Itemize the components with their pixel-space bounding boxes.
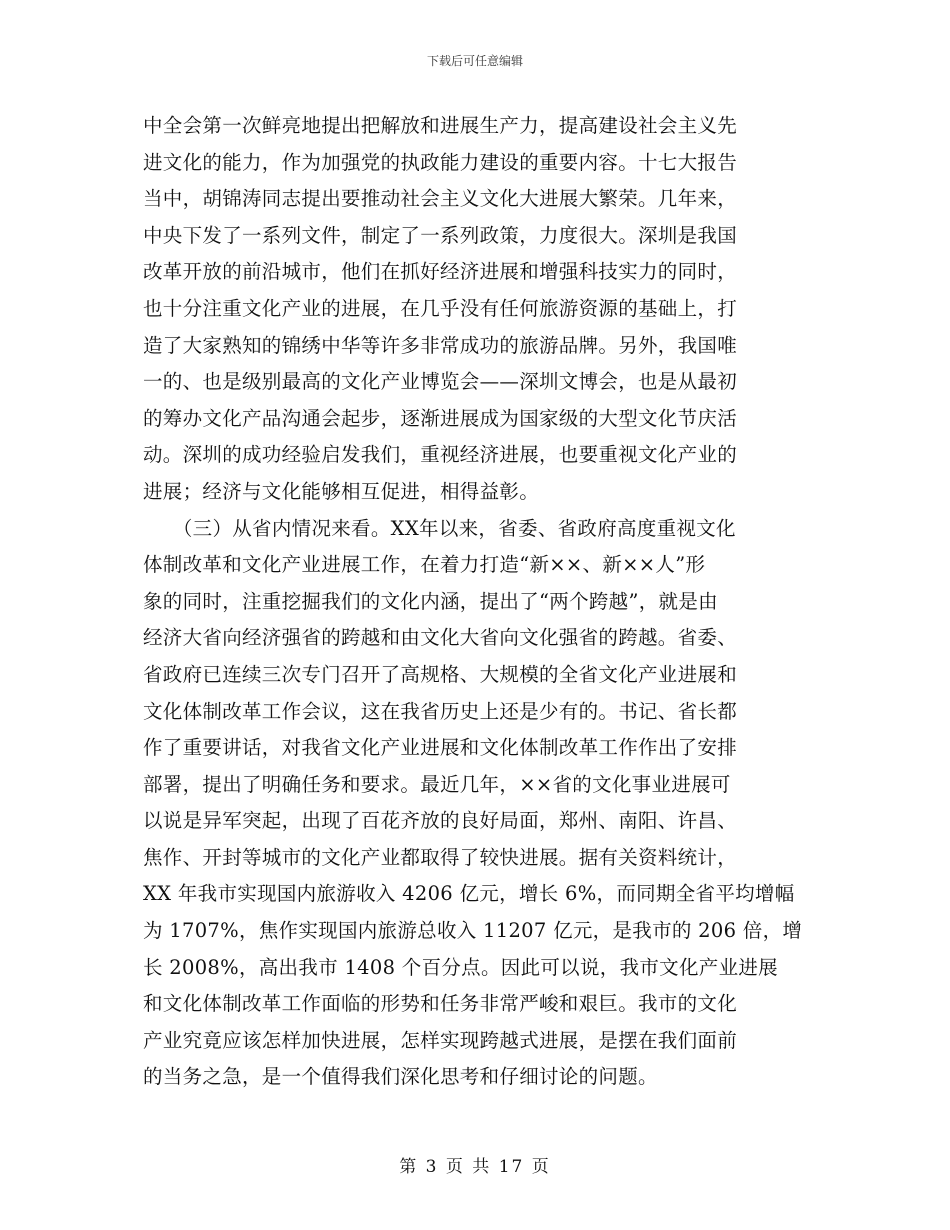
text-line: 改革开放的前沿城市，他们在抓好经济进展和增强科技实力的同时， [143,260,738,284]
text-line: 进展；经济与文化能够相互促进，相得益彰。 [143,479,540,503]
text-line: 文化体制改革工作会议，这在我省历史上还是少有的。书记、省长都 [143,699,738,723]
text-line: 焦作、开封等城市的文化产业都取得了较快进展。据有关资料统计， [143,845,738,869]
text-line: 的筹办文化产品沟通会起步，逐渐进展成为国家级的大型文化节庆活 [143,406,738,430]
text-line: 也十分注重文化产业的进展，在几乎没有任何旅游资源的基础上，打 [143,296,738,320]
text-line: 经济大省向经济强省的跨越和由文化大省向文化强省的跨越。省委、 [143,626,738,650]
text-line: （三）从省内情况来看。XX年以来，省委、省政府高度重视文化 [143,516,736,540]
text-line: 象的同时，注重挖掘我们的文化内涵，提出了“两个跨越”，就是由 [143,589,718,613]
body-text [143,108,813,1096]
text-line: 长 2008%，高出我市 1408 个百分点。因此可以说，我市文化产业进展 [143,955,778,979]
text-line: 动。深圳的成功经验启发我们，重视经济进展，也要重视文化产业的 [143,443,738,467]
text-line: 以说是异军突起，出现了百花齐放的良好局面，郑州、南阳、许昌、 [143,809,738,833]
text-line: 作了重要讲话，对我省文化产业进展和文化体制改革工作作出了安排 [143,736,738,760]
text-line: 中央下发了一系列文件，制定了一系列政策，力度很大。深圳是我国 [143,223,738,247]
text-line: 部署，提出了明确任务和要求。最近几年，××省的文化事业进展可 [143,772,731,796]
text-line: 为 1707%，焦作实现国内旅游总收入 11207 亿元，是我市的 206 倍，增 [143,919,803,943]
page-header: 下载后可任意编辑 [426,54,523,68]
text-line: 产业究竟应该怎样加快进展，怎样实现跨越式进展，是摆在我们面前 [143,1028,738,1052]
text-line: 省政府已连续三次专门召开了高规格、大规模的全省文化产业进展和 [143,662,738,686]
text-line: 中全会第一次鲜亮地提出把解放和进展生产力，提高建设社会主义先 [143,114,738,137]
text-line: XX 年我市实现国内旅游收入 4206 亿元，增长 6%，而同期全省平均增幅 [143,882,795,906]
text-line: 造了大家熟知的锦绣中华等许多非常成功的旅游品牌。另外，我国唯 [143,333,738,357]
text-line: 体制改革和文化产业进展工作，在着力打造“新××、新××人”形 [143,553,706,577]
text-line: 和文化体制改革工作面临的形势和任务非常严峻和艰巨。我市的文化 [143,992,738,1016]
text-line: 当中，胡锦涛同志提出要推动社会主义文化大进展大繁荣。几年来， [143,187,738,211]
text-line: 进文化的能力，作为加强党的执政能力建设的重要内容。十七大报告 [143,150,738,174]
text-line: 一的、也是级别最高的文化产业博览会——深圳文博会，也是从最初 [143,370,738,394]
text-line: 的当务之急，是一个值得我们深化思考和仔细讨论的问题。 [143,1065,658,1089]
page-number-footer: 第 3 页 共 17 页 [399,1157,551,1177]
